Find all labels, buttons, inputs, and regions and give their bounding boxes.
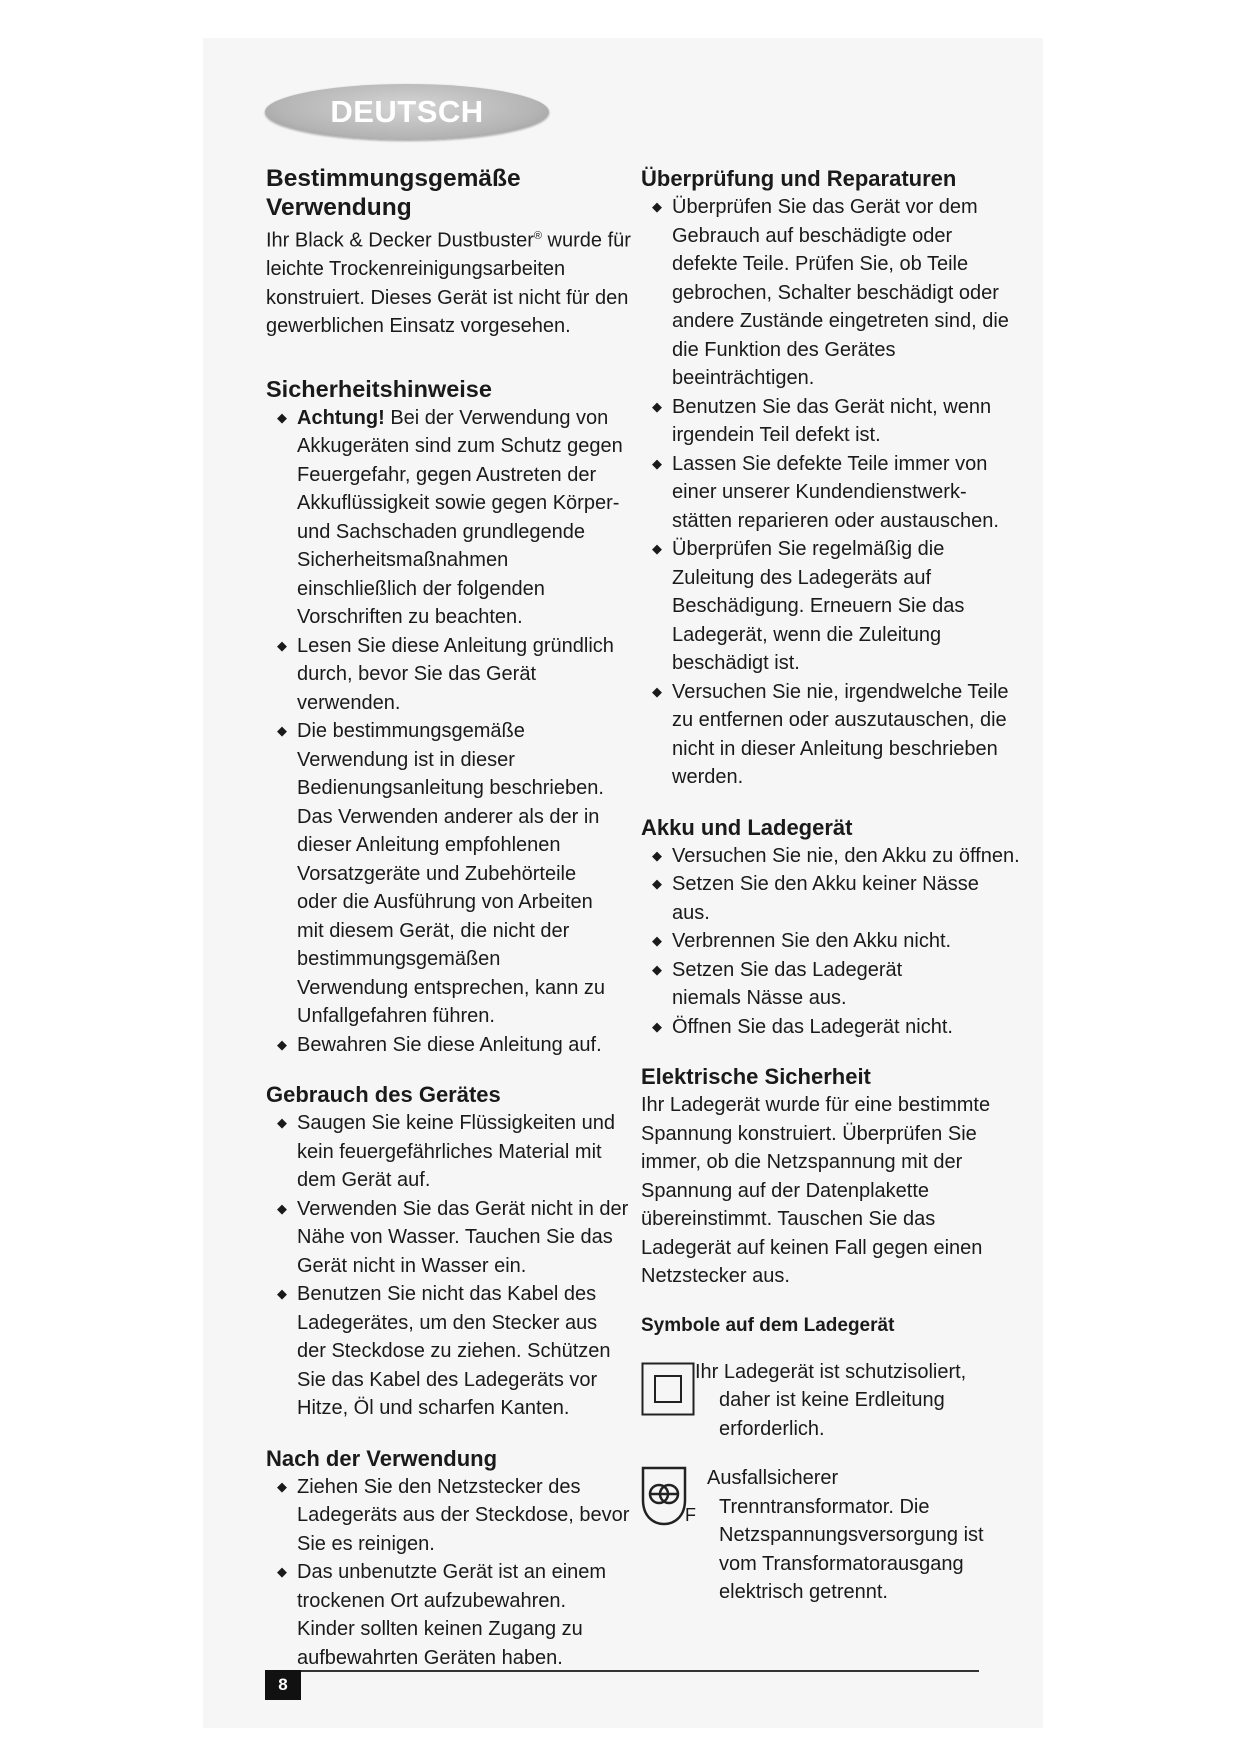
electrical-safety-text: Ihr Ladegerät wurde für eine bestimmte Spannung konstruiert. Überprüfen Sie immer, ob die Netzspannung mit der Spannung auf der Datenplakette übereinstimmt. Tauschen Sie das Ladegerät auf keinen Fall gegen einen Netzstecker aus.	[641, 1094, 991, 1287]
bullet-icon: ◆	[652, 199, 662, 214]
list-item	[266, 1558, 631, 1672]
bullet-icon: ◆	[277, 1036, 287, 1052]
symbol-safety-transformer-row	[641, 1464, 1021, 1607]
list-item-text: Saugen Sie keine Flüssigkeiten und kein feuergefährliches Material mit dem Gerät auf.	[297, 1112, 615, 1192]
list-item-text: Bewahren Sie diese Anleitung auf.	[297, 1033, 602, 1056]
bullet-icon: ◆	[277, 1478, 287, 1494]
symbol-1-text	[641, 1358, 1021, 1444]
section-title-symbols: Symbole auf dem Ladegerät	[641, 1314, 895, 1336]
section-title-battery: Akku und Ladegerät	[641, 814, 853, 840]
list-item	[641, 927, 1021, 956]
list-item	[266, 632, 631, 718]
bullet-icon: ◆	[277, 1115, 287, 1131]
bullet-icon: ◆	[652, 961, 662, 977]
bullet-icon: ◆	[652, 455, 662, 471]
bullet-icon: ◆	[652, 933, 662, 948]
symbol-2-letter: F	[685, 1505, 696, 1525]
list-item	[266, 404, 631, 632]
list-item-text: Bei der Verwendung von Akkugeräten sind zum Schutz gegen Feuergefahr, gegen Austreten der Akkuflüssigkeit sowie gegen Körper- und Sachschaden grundlegende Sicherheitsmaßnahmen einschließlich der folgenden Vorschriften zu beachten.	[297, 406, 623, 629]
language-tab	[265, 84, 549, 140]
bullet-icon: ◆	[652, 541, 662, 556]
list-item-text: Setzen Sie das Ladegerät niemals Nässe aus.	[672, 958, 903, 1009]
list-item	[641, 450, 1021, 536]
list-item-text: Überprüfen Sie das Gerät vor dem Gebrauch auf beschädigte oder defekte Teile. Prüfen Sie, ob Teile gebrochen, Schalter beschädigt oder andere Zustände eingetreten sind, die die Funktion des Gerätes beeinträchtigen.	[672, 196, 1009, 389]
list-item-text: Die bestimmungsgemäße Verwendung ist in dieser Bedienungsanleitung beschrieben. Das Verwenden anderer als der in dieser Anleitung empfohlenen Vorsatzgeräte und Zubehörteile oder die Ausführung von Arbeiten mit diesem Gerät, die nicht der bestimmungsgemäßen Verwendung entsprechen, kann zu Unfallgefahren führen.	[297, 720, 605, 1028]
list-item-text: Öffnen Sie das Ladegerät nicht.	[672, 1015, 953, 1038]
list-item	[266, 1473, 631, 1559]
intended-use-text-end: wurde für leichte Trockenreinigungsarbeiten konstruiert. Dieses Gerät ist nicht für den gewerblichen Einsatz vorgesehen.	[266, 229, 631, 338]
list-item	[641, 870, 1021, 927]
list-item	[641, 535, 1021, 678]
list-item-text: Benutzen Sie nicht das Kabel des Ladegerätes, um den Stecker aus der Steckdose zu ziehen. Schützen Sie das Kabel des Ladegeräts vor Hitze, Öl und scharfen Kanten.	[297, 1283, 611, 1420]
section-intended-use	[266, 164, 566, 222]
list-item-text: Versuchen Sie nie, den Akku zu öffnen.	[672, 844, 1020, 867]
intended-use-text-start: Ihr Black & Decker Dustbuster	[266, 229, 534, 252]
list-item-text: Überprüfen Sie regelmäßig die Zuleitung des Ladegeräts auf Beschädigung. Erneuern Sie das Ladegerät, wenn die Zuleitung beschädigt ist.	[672, 538, 965, 674]
list-item-text: Ziehen Sie den Netzstecker des Ladegeräts aus der Steckdose, bevor Sie es reinigen.	[297, 1475, 630, 1555]
list-item	[266, 1031, 631, 1060]
battery-list	[641, 842, 1021, 1042]
warning-label: Achtung!	[297, 406, 385, 429]
safety-list	[266, 404, 631, 1060]
bullet-icon: ◆	[277, 1564, 287, 1580]
list-item-text: Benutzen Sie das Gerät nicht, wenn irgendein Teil defekt ist.	[672, 395, 992, 446]
intended-use-text	[266, 222, 631, 341]
list-item-text: Verwenden Sie das Gerät nicht in der Nähe von Wasser. Tauchen Sie das Gerät nicht in Wasser ein.	[297, 1197, 629, 1277]
list-item	[641, 678, 1021, 792]
list-item	[266, 1280, 631, 1423]
symbol-double-insulation-row	[641, 1358, 1021, 1444]
list-item	[641, 842, 1021, 871]
list-item	[641, 956, 1021, 1013]
list-item	[641, 193, 1021, 393]
bullet-icon: ◆	[277, 409, 287, 425]
registered-mark: ®	[533, 230, 542, 242]
left-column	[266, 164, 631, 1672]
list-item	[266, 1195, 631, 1281]
device-use-list	[266, 1109, 631, 1423]
list-item-text: Das unbenutzte Gerät ist an einem trockenen Ort aufzubewahren. Kinder sollten keinen Zugang zu aufbewahrten Geräten haben.	[297, 1561, 607, 1669]
bullet-icon: ◆	[652, 683, 662, 699]
double-insulation-icon	[641, 1362, 695, 1416]
bullet-icon: ◆	[277, 1286, 287, 1302]
bullet-icon: ◆	[652, 1018, 662, 1034]
inspection-list	[641, 193, 1021, 792]
list-item-text: Versuchen Sie nie, irgendwelche Teile zu entfernen oder auszutauschen, die nicht in dieser Anleitung beschrieben werden.	[672, 680, 1009, 788]
list-item	[266, 1109, 631, 1195]
symbol-1-head: Ihr Ladegerät ist schutzisoliert,	[695, 1360, 967, 1383]
after-use-list	[266, 1473, 631, 1673]
section-title-after-use: Nach der Verwendung	[266, 1445, 498, 1471]
page-number: 8	[265, 1670, 301, 1700]
footer-divider	[301, 1670, 979, 1672]
list-item-text: Setzen Sie den Akku keiner Nässe aus.	[672, 873, 979, 924]
symbol-2-body: Trenntransformator. Die Netzspannungsversorgung ist vom Transformatorausgang elektrisch getrennt.	[719, 1495, 984, 1603]
section-title-device-use: Gebrauch des Gerätes	[266, 1082, 501, 1108]
bullet-icon: ◆	[652, 847, 662, 863]
list-item	[266, 717, 631, 1031]
bullet-icon: ◆	[652, 876, 662, 891]
language-tab-label: DEUTSCH	[330, 94, 484, 129]
right-column	[641, 164, 1021, 1607]
bullet-icon: ◆	[277, 637, 287, 653]
safety-transformer-icon	[641, 1466, 703, 1536]
section-title-electrical-safety: Elektrische Sicherheit	[641, 1064, 871, 1089]
section-title-inspection: Überprüfung und Reparaturen	[641, 166, 957, 191]
bullet-icon: ◆	[277, 723, 287, 739]
list-item-text: Lassen Sie defekte Teile immer von einer unserer Kundendienstwerk-stätten reparieren oder austauschen.	[672, 452, 999, 532]
list-item-text: Verbrennen Sie den Akku nicht.	[672, 930, 952, 952]
list-item	[641, 1013, 1021, 1042]
list-item	[641, 393, 1021, 450]
symbol-2-head: Ausfallsicherer	[707, 1467, 839, 1489]
list-item-text: Lesen Sie diese Anleitung gründlich durch, bevor Sie das Gerät verwenden.	[297, 634, 614, 714]
section-title-intended-use: Bestimmungsgemäße Verwendung	[266, 165, 521, 221]
bullet-icon: ◆	[652, 398, 662, 414]
bullet-icon: ◆	[277, 1200, 287, 1216]
symbol-1-body: daher ist keine Erdleitung erforderlich.	[719, 1389, 945, 1440]
section-title-safety: Sicherheitshinweise	[266, 375, 492, 402]
